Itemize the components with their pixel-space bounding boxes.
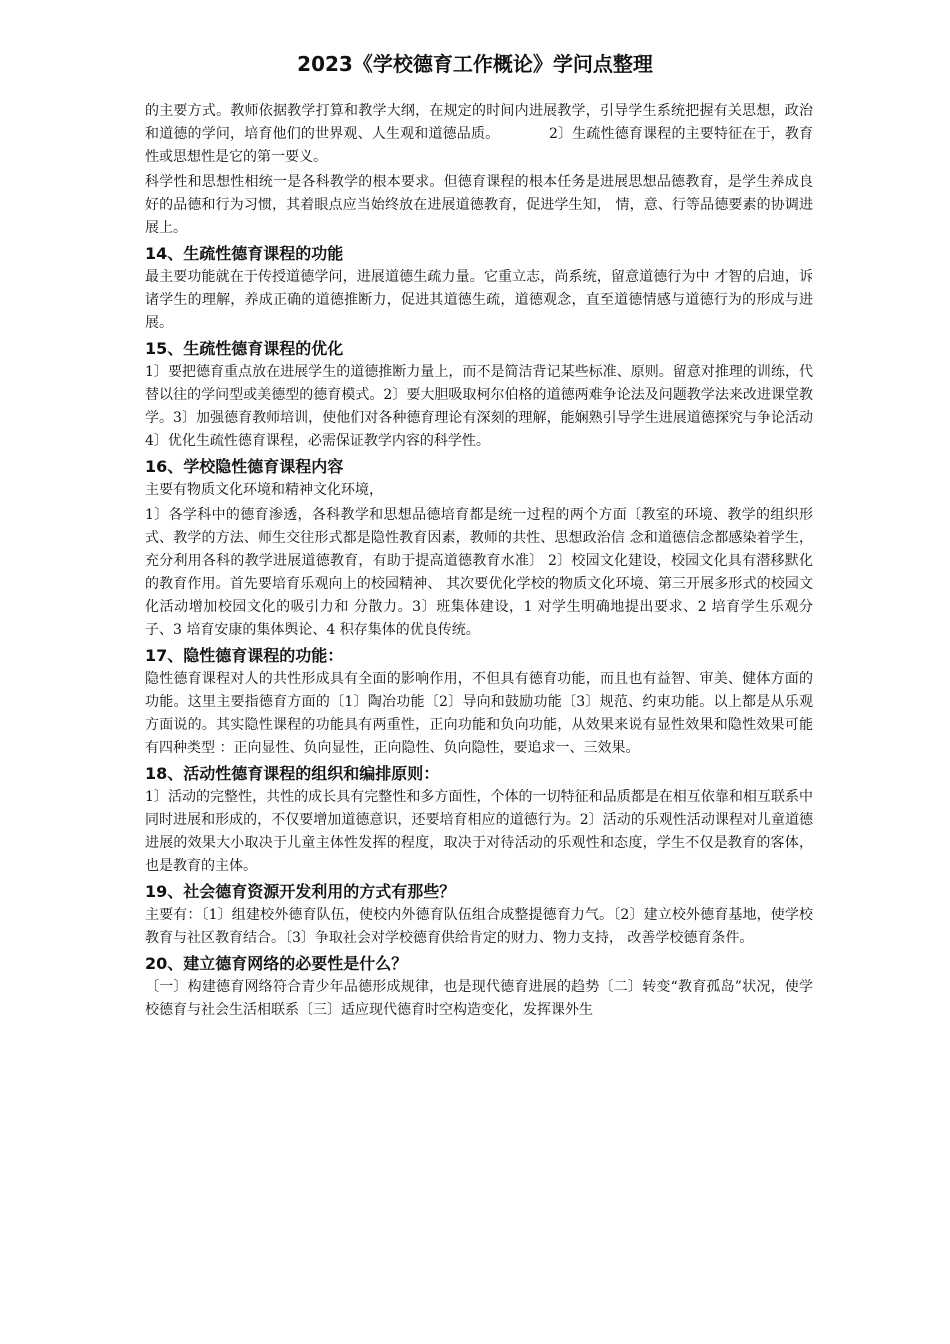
section-heading: 15、生疏性德育课程的优化 (145, 339, 344, 358)
section-paragraph: 1〕要把德育重点放在进展学生的道德推断力量上，而不是简洁背记某些标准、原则。留意对推理的训练，代替以往的学问型或美德型的德育模式。2〕要大胆吸取柯尔伯格的道德两难争论法及问题教学法来改进课堂教学。3〕加强德育教师培训，使他们对各种德育理论有深刻的理解，能娴熟引导学生进展道德探究与争论活动 4〕优化生疏性德育课程，必需保证教学内容的科学性。 (145, 364, 813, 449)
section-20 (145, 952, 813, 1022)
section-paragraph: 主要有物质文化环境和精神文化环境， (145, 482, 383, 498)
section-heading: 18、活动性德育课程的组织和编排原则： (145, 764, 440, 783)
intro-paragraph: 的主要方式。教师依据教学打算和教学大纲，在规定的时间内进展教学，引导学生系统把握有关思想，政治和道德的学问，培育他们的世界观、人生观和道德品质。 2〕生疏性德育课程的主要特征在于，教育性或思想性是它的第一要义。 (145, 103, 813, 165)
section-heading: 19、社会德育资源开发利用的方式有那些？ (145, 882, 456, 901)
section-16 (145, 455, 813, 642)
section-paragraph: 1〕活动的完整性，共性的成长具有完整性和多方面性，个体的一切特征和品质都是在相互依靠和相互联系中同时进展和形成的，不仅要增加道德意识，还要培育相应的道德行为。2〕活动的乐观性活动课程对儿童道德进展的效果大小取决于儿童主体性发挥的程度，取决于对待活动的乐观性和态度，学生不仅是教育的客体，也是教育的主体。 (145, 789, 813, 874)
section-paragraph: 〔一〕构建德育网络符合青少年品德形成规律，也是现代德育进展的趋势〔二〕转变“教育孤岛”状况，使学校德育与社会生活相联系〔三〕适应现代德育时空构造变化，发挥课外生 (145, 979, 813, 1018)
section-17 (145, 644, 813, 760)
section-14 (145, 242, 813, 335)
section-paragraph: 隐性德育课程对人的共性形成具有全面的影响作用，不但具有德育功能，而且也有益智、审美、健体方面的功能。这里主要指德育方面的〔1〕陶冶功能〔2〕导向和鼓励功能〔3〕规范、约束功能。以上都是从乐观方面说的。其实隐性课程的功能具有两重性，正向功能和负向功能，从效果来说有显性效果和隐性效果可能有四种类型 ：正向显性、负向显性，正向隐性、负向隐性，要追求一、三效果。 (145, 671, 813, 756)
section-heading: 17、隐性德育课程的功能： (145, 646, 344, 665)
document-body (145, 100, 813, 1024)
section-heading: 16、学校隐性德育课程内容 (145, 457, 344, 476)
section-heading: 14、生疏性德育课程的功能 (145, 244, 344, 263)
section-15 (145, 337, 813, 453)
document-title: 2023《学校德育工作概论》学问点整理 (297, 52, 653, 76)
section-paragraph: 1〕各学科中的德育渗透，各科教学和思想品德培育都是统一过程的两个方面〔教室的环境、教学的组织形式、教学的方法、师生交往形式都是隐性教育因素，教师的共性、思想政治信 念和道德信念都感染着学生，充分利用各科的教学进展道德教育，有助于提高道德教育水准〕 2〕校园文化建设，校园文化具有潜移默化的教育作用。首先要培育乐观向上的校园精神、 其次要优化学校的物质文化环境、第三开展多形式的校园文化活动增加校园文化的吸引力和 分散力。3〕班集体建设，1 对学生明确地提出要求、2 培育学生乐观分子、3 培育安康的集体舆论、4 积存集体的优良传统。 (145, 507, 813, 638)
section-paragraph: 主要有：〔1〕组建校外德育队伍，使校内外德育队伍组合成整提德育力气。〔2〕建立校外德育基地，使学校教育与社区教育结合。〔3〕争取社会对学校德育供给肯定的财力、物力支持， 改善学校德育条件。 (145, 907, 813, 946)
section-heading: 20、建立德育网络的必要性是什么？ (145, 954, 408, 973)
section-18 (145, 762, 813, 878)
intro-paragraph: 科学性和思想性相统一是各科教学的根本要求。但德育课程的根本任务是进展思想品德教育，是学生养成良好的品德和行为习惯，其着眼点应当始终放在进展道德教育，促进学生知， 情，意、行等品德要素的协调进展上。 (145, 174, 813, 236)
section-paragraph: 最主要功能就在于传授道德学问，进展道德生疏力量。它重立志，尚系统，留意道德行为中 才智的启迪，诉诸学生的理解，养成正确的道德推断力，促进其道德生疏，道德观念，直至道德情感与道德行为的形成与进展。 (145, 269, 813, 331)
section-19 (145, 880, 813, 950)
